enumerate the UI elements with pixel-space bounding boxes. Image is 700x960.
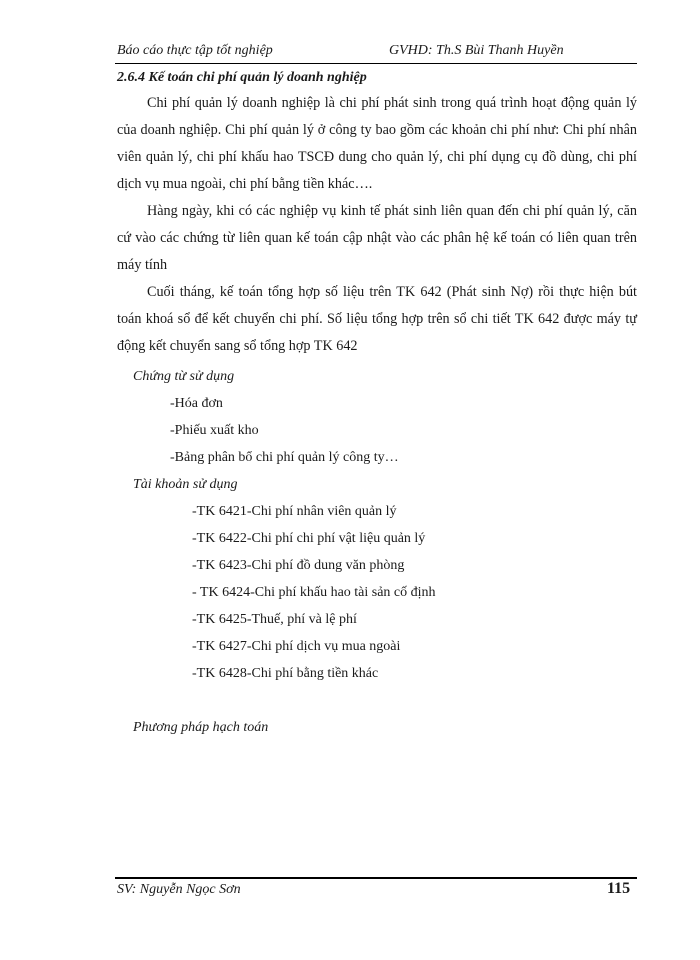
account-item: -TK 6428-Chi phí bằng tiền khác bbox=[192, 666, 379, 681]
page-number: 115 bbox=[607, 880, 631, 897]
document-item: -Bảng phân bổ chi phí quản lý công ty… bbox=[170, 450, 399, 465]
documents-label: Chứng từ sử dụng bbox=[133, 369, 235, 384]
document-item: -Phiếu xuất kho bbox=[170, 423, 259, 438]
account-item: -TK 6427-Chi phí dịch vụ mua ngoài bbox=[192, 639, 401, 654]
account-item: -TK 6422-Chi phí chi phí vật liệu quản lý bbox=[192, 531, 426, 546]
section-title: 2.6.4 Kế toán chi phí quản lý doanh nghiệp bbox=[117, 70, 367, 85]
account-item: - TK 6424-Chi phí khấu hao tài sản cố định bbox=[192, 585, 436, 600]
paragraph-2 bbox=[117, 198, 637, 279]
account-item: -TK 6421-Chi phí nhân viên quản lý bbox=[192, 504, 397, 519]
paragraph-text: Cuối tháng, kế toán tổng hợp số liệu trên TK 642 (Phát sinh Nợ) rồi thực hiện bút toán khoá sổ để kết chuyển chi phí. Số liệu tổng hợp trên sổ chi tiết TK 642 được máy tự động kết chuyển sang sổ tổng hợp TK 642 bbox=[117, 284, 637, 354]
account-item: -TK 6425-Thuế, phí và lệ phí bbox=[192, 612, 357, 627]
report-title: Báo cáo thực tập tốt nghiệp bbox=[117, 43, 273, 58]
paragraph-1 bbox=[117, 90, 637, 198]
paragraph-text: Chi phí quản lý doanh nghiệp là chi phí phát sinh trong quá trình hoạt động quản lý của doanh nghiệp. Chi phí quản lý ở công ty bao gồm các khoản chi phí như: Chi phí nhân viên quản lý, chi phí khấu hao TSCĐ dung cho quản lý, chi phí dụng cụ đồ dùng, chi phí dịch vụ mua ngoài, chi phí bằng tiền khác…. bbox=[117, 95, 637, 192]
document-item: -Hóa đơn bbox=[170, 396, 223, 411]
student-name: SV: Nguyễn Ngọc Sơn bbox=[117, 882, 241, 897]
page-header bbox=[115, 43, 637, 63]
method-label: Phương pháp hạch toán bbox=[133, 720, 269, 735]
footer-divider bbox=[115, 877, 637, 879]
header-divider bbox=[115, 63, 637, 64]
paragraph-3 bbox=[117, 279, 637, 360]
account-item: -TK 6423-Chi phí đồ dung văn phòng bbox=[192, 558, 405, 573]
accounts-label: Tài khoản sử dụng bbox=[133, 477, 238, 492]
supervisor: GVHD: Th.S Bùi Thanh Huyền bbox=[389, 43, 564, 58]
paragraph-text: Hàng ngày, khi có các nghiệp vụ kinh tế phát sinh liên quan đến chi phí quản lý, căn cứ vào các chứng từ liên quan kế toán cập nhật vào các phân hệ kế toán có liên quan trên máy tính bbox=[117, 203, 637, 273]
